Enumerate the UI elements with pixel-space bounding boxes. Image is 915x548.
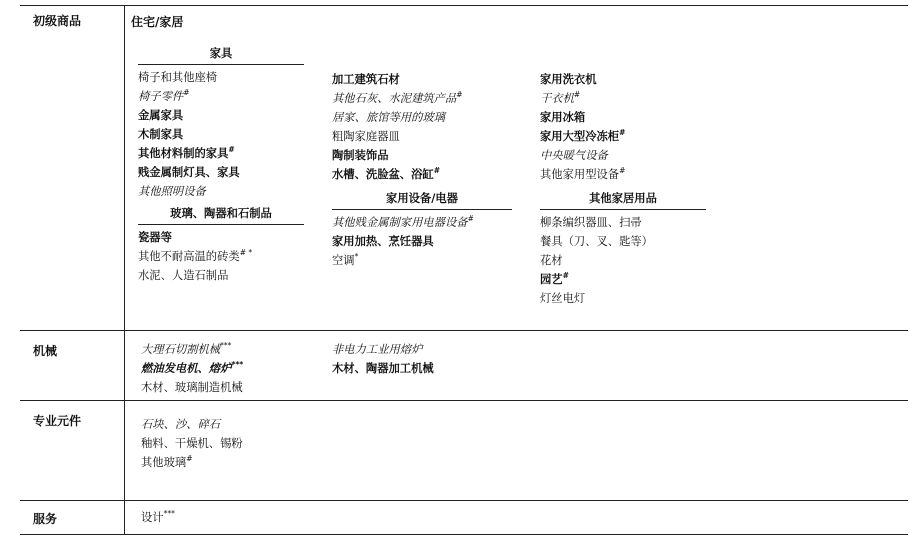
components-list [141, 415, 243, 472]
item-text: 居家、旅馆等用的玻璃 [332, 111, 445, 124]
category-machinery: 机械 [33, 344, 58, 358]
list-item [141, 453, 243, 472]
footnote-mark: *** [220, 341, 232, 350]
components-column [141, 415, 243, 472]
list-item [138, 182, 304, 201]
row-divider [20, 400, 908, 401]
footnote-mark: # [456, 90, 463, 99]
list-item [141, 415, 243, 434]
item-text: 中央暖气设备 [540, 149, 608, 162]
item-text: 园艺 [540, 273, 563, 286]
furniture-list [138, 68, 304, 201]
list-item [332, 108, 512, 127]
item-text: 其他不耐高温的砖类 [138, 250, 240, 263]
item-text: 陶制装饰品 [332, 149, 389, 162]
item-text: 水槽、洗脸盆、浴缸 [332, 168, 434, 181]
list-item [138, 247, 304, 266]
list-item [332, 340, 434, 359]
item-text: 花材 [540, 254, 563, 267]
category-primary: 初级商品 [33, 14, 82, 28]
list-item [540, 251, 706, 270]
machinery-column-2 [332, 340, 434, 378]
other-home-list [540, 213, 706, 308]
list-item [138, 106, 304, 125]
column-divider [124, 5, 125, 534]
footnote-mark: # [186, 454, 193, 463]
list-item [540, 213, 706, 232]
list-item [138, 87, 304, 106]
other-home-heading: 其他家居用品 [540, 190, 706, 210]
list-item [540, 146, 706, 165]
footnote-mark: # [183, 88, 190, 97]
home-appliances-column [540, 70, 706, 308]
list-item [540, 289, 706, 308]
list-item [141, 434, 243, 453]
furniture-heading: 家具 [138, 45, 304, 65]
list-item [141, 359, 243, 378]
item-text: 椅子和其他座椅 [138, 71, 218, 84]
list-item [138, 163, 304, 182]
item-text: 柳条编织器皿、扫帚 [540, 216, 642, 229]
services-list [141, 508, 175, 527]
row-divider [20, 500, 908, 501]
list-item [332, 70, 512, 89]
item-text: 其他照明设备 [138, 185, 206, 198]
list-item [332, 213, 512, 232]
item-text: 其他石灰、水泥建筑产品 [332, 92, 457, 105]
list-item [540, 165, 706, 184]
list-item [332, 359, 434, 378]
glass-ceramics-list [138, 228, 304, 285]
item-text: 家用冰箱 [540, 111, 586, 124]
item-text: 干衣机 [540, 92, 574, 105]
footnote-mark: # [433, 166, 440, 175]
footnote-mark: # [562, 271, 569, 280]
item-text: 其他玻璃 [141, 456, 187, 469]
item-text: 家用大型冷冻柜 [540, 130, 620, 143]
list-item [540, 89, 706, 108]
item-text: 水泥、人造石制品 [138, 269, 229, 282]
furniture-column [138, 45, 304, 285]
list-item [332, 146, 512, 165]
item-text: 椅子零件 [138, 90, 184, 103]
machinery-column-1 [141, 340, 243, 397]
item-text: 釉料、干燥机、锡粉 [141, 437, 243, 450]
list-item [332, 251, 512, 270]
item-text: 其他贱金属制家用电器设备 [332, 216, 468, 229]
item-text: 燃油发电机、熔炉 [141, 362, 232, 375]
item-text: 大理石切割机械 [141, 343, 221, 356]
item-text: 加工建筑石材 [332, 73, 400, 86]
footnote-mark: # [573, 90, 581, 99]
list-item [138, 68, 304, 87]
list-item [332, 165, 512, 184]
building-materials-column [332, 70, 512, 270]
glass-ceramics-heading: 玻璃、陶器和石制品 [138, 205, 304, 225]
list-item [332, 232, 512, 251]
machinery-list-2 [332, 340, 434, 378]
services-column [141, 508, 175, 527]
list-item [540, 108, 706, 127]
footnote-mark: # [619, 128, 626, 137]
item-text: 贱金属制灯具、家具 [138, 166, 240, 179]
footnote-mark: # * [239, 248, 253, 257]
item-text: 石块、沙、碎石 [141, 418, 221, 431]
list-item [141, 378, 243, 397]
item-text: 粗陶家庭器皿 [332, 130, 400, 143]
list-item [138, 125, 304, 144]
item-text: 木制家具 [138, 128, 184, 141]
list-item [540, 232, 706, 251]
primary-title: 住宅/家居 [131, 15, 184, 29]
footnote-mark: *** [231, 360, 244, 369]
category-components: 专业元件 [33, 414, 82, 428]
item-text: 金属家具 [138, 109, 184, 122]
item-text: 木材、玻璃制造机械 [141, 381, 243, 394]
list-item [332, 127, 512, 146]
item-text: 家用洗衣机 [540, 73, 597, 86]
bottom-rule [20, 534, 908, 535]
item-text: 餐具（刀、叉、匙等） [540, 235, 653, 248]
list-item [141, 508, 175, 527]
list-item [540, 270, 706, 289]
building-materials-list [332, 70, 512, 184]
footnote-mark: # [228, 145, 235, 154]
item-text: 空调 [332, 254, 355, 267]
item-text: 木材、陶器加工机械 [332, 362, 434, 375]
item-text: 非电力工业用熔炉 [332, 343, 423, 356]
item-text: 瓷器等 [138, 231, 172, 244]
list-item [138, 144, 304, 163]
appliances-list [332, 213, 512, 270]
home-appliances-list [540, 70, 706, 184]
row-divider [20, 330, 908, 331]
machinery-list-1 [141, 340, 243, 397]
footnote-mark: # [619, 166, 626, 175]
list-item [540, 70, 706, 89]
footnote-mark: *** [163, 509, 175, 518]
category-services: 服务 [33, 512, 58, 526]
list-item [141, 340, 243, 359]
footnote-mark: # [467, 214, 474, 223]
item-text: 灯丝电灯 [540, 292, 586, 305]
item-text: 设计 [141, 511, 164, 524]
footnote-mark: * [354, 252, 359, 261]
list-item [332, 89, 512, 108]
list-item [138, 266, 304, 285]
item-text: 其他家用型设备 [540, 168, 620, 181]
item-text: 其他材料制的家具 [138, 147, 229, 160]
item-text: 家用加热、烹饪器具 [332, 235, 434, 248]
list-item [138, 228, 304, 247]
top-rule [20, 5, 908, 6]
appliances-heading: 家用设备/电器 [332, 190, 512, 210]
list-item [540, 127, 706, 146]
